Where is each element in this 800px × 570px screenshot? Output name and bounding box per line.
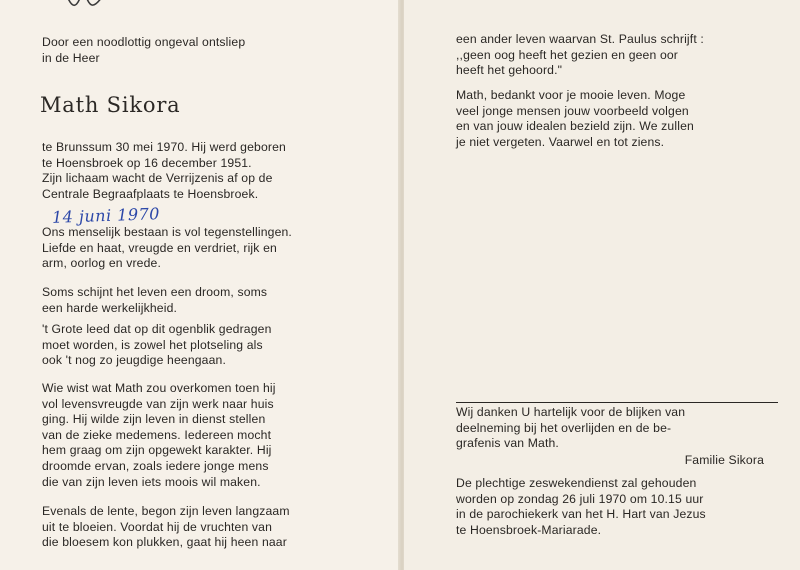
paragraph-line: ging. Hij wilde zijn leven in dienst stellen	[42, 412, 266, 427]
paragraph-grief	[42, 322, 342, 369]
signature-line: Familie Sikora	[684, 453, 764, 467]
detail-line: te Brunssum 30 mei 1970. Hij werd geboren	[42, 140, 286, 154]
service-line: De plechtige zeswekendienst zal gehouden	[456, 476, 697, 490]
deceased-name: Math Sikora	[40, 93, 181, 117]
paragraph-line: Ons menselijk bestaan is vol tegenstellingen.	[42, 225, 292, 239]
paragraph-line: een harde werkelijkheid.	[42, 300, 178, 315]
paragraph-line: heeft het gehoord."	[456, 63, 563, 78]
paragraph-line: ook 't nog zo jeugdige heengaan.	[42, 353, 226, 368]
paragraph-paulus	[456, 32, 768, 79]
paragraph-line: hem graag om zijn opgewekt karakter. Hij	[42, 443, 272, 458]
paragraph-contrasts	[42, 225, 342, 272]
family-signature	[456, 453, 768, 469]
detail-line: te Hoensbroek op 16 december 1951.	[42, 155, 252, 170]
paragraph-line: Liefde en haat, vreugde en verdriet, rijk en	[42, 240, 277, 255]
paragraph-line: Math, bedankt voor je mooie leven. Moge	[456, 88, 686, 102]
paragraph-line: moet worden, is zowel het plotseling als	[42, 337, 263, 352]
service-line: worden op zondag 26 juli 1970 om 10.15 uur	[456, 491, 704, 506]
thanks-line: grafenis van Math.	[456, 436, 559, 451]
right-page	[404, 0, 800, 570]
pen-scribble	[62, 0, 122, 14]
paragraph-line: van de zieke medemens. Iedereen mocht	[42, 427, 272, 442]
thanks-line: deelneming bij het overlijden en de be-	[456, 420, 672, 435]
detail-line: Zijn lichaam wacht de Verrijzenis af op de	[42, 171, 273, 186]
thanks-line: Wij danken U hartelijk voor de blijken van	[456, 405, 686, 419]
paragraph-farewell	[456, 88, 768, 150]
detail-line: Centrale Begraafplaats te Hoensbroek.	[42, 186, 259, 201]
paragraph-line: veel jonge mensen jouw voorbeeld volgen	[456, 103, 689, 118]
thanks-text	[456, 405, 768, 452]
paragraph-line: die van zijn leven iets moois wil maken.	[42, 474, 261, 489]
paragraph-line: een ander leven waarvan St. Paulus schrijft :	[456, 32, 704, 46]
service-line: in de parochiekerk van het H. Hart van Jezus	[456, 507, 706, 522]
intro-line: in de Heer	[42, 50, 100, 65]
paragraph-line: droomde ervan, zoals iedere jonge mens	[42, 458, 269, 473]
paragraph-line: uit te bloeien. Voordat hij de vruchten van	[42, 519, 273, 534]
intro-text	[42, 35, 342, 66]
intro-line: Door een noodlottig ongeval ontsliep	[42, 35, 246, 49]
paragraph-life	[42, 381, 342, 490]
paragraph-line: en van jouw idealen bezield zijn. We zullen	[456, 119, 694, 134]
paragraph-line: Wie wist wat Math zou overkomen toen hij	[42, 381, 276, 395]
paragraph-line: Soms schijnt het leven een droom, soms	[42, 285, 268, 299]
paragraph-line: 't Grote leed dat op dit ogenblik gedragen	[42, 322, 272, 336]
paragraph-dream	[42, 285, 342, 316]
service-announcement	[456, 476, 768, 538]
paragraph-line: Evenals de lente, begon zijn leven langzaam	[42, 504, 290, 518]
paragraph-line: je niet vergeten. Vaarwel en tot ziens.	[456, 134, 665, 149]
death-birth-details	[42, 140, 342, 202]
handwritten-date: 14 juni 1970	[51, 204, 161, 227]
paragraph-line: arm, oorlog en vrede.	[42, 256, 161, 271]
service-line: te Hoensbroek-Mariarade.	[456, 522, 602, 537]
paragraph-line: ,,geen oog heeft het gezien en geen oor	[456, 47, 679, 62]
section-divider	[456, 402, 778, 403]
paragraph-line: vol levensvreugde van zijn werk naar huis	[42, 396, 274, 411]
paragraph-spring	[42, 504, 342, 551]
paragraph-line: die bloesem kon plukken, gaat hij heen naar	[42, 535, 287, 550]
